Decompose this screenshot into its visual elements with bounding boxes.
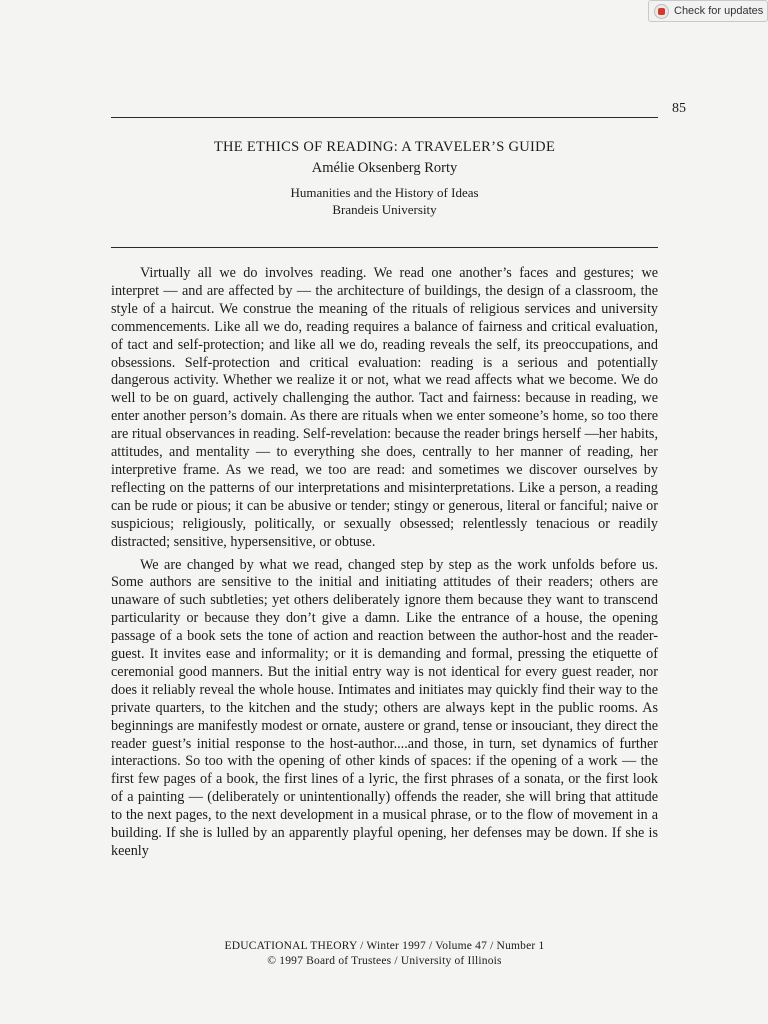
journal-citation: EDUCATIONAL THEORY / Winter 1997 / Volume 47 / Number 1	[224, 940, 545, 952]
check-updates-icon	[654, 4, 669, 19]
affiliation-university: Brandeis University	[332, 202, 437, 217]
top-rule	[111, 117, 658, 118]
article-author: Amélie Oksenberg Rorty	[311, 160, 458, 176]
body-paragraph: We are changed by what we read, changed step by step as the work unfolds before us. Some authors are sensitive to the initial and initiating attitudes of their readers; others are unaware of such subtleties; yet others deliberately ignore them because they want to transcend particularity or because they don’t give a damn. Like the entrance of a house, the opening passage of a book sets the tone of action and reaction between the author-host and the reader-guest. It invites ease and informality; or it is demanding and formal, pressing the etiquette of ceremonial good manners. But the initial entry way is not identical for every guest reader, nor does it reliably reveal the whole house. Intimates and initiates may quickly find their way to the private quarters, to the kitchen and the study; others are always kept in the public rooms. As beginnings are manifestly modest or ornate, austere or grand, tense or insouciant, they direct the reader guest’s initial response to the host-author....and those, in turn, set dynamics of further interactions. So too with the opening of other kinds of spaces: if the opening of a work — the first few pages of a book, the first lines of a lyric, the first phrases of a sonata, or the first look of a painting — (deliberately or unintentionally) offends the reader, she will bring that attitude to the next pages, to the next development in a musical phrase, or to the flow of movement in a building. If she is lulled by an apparently playful opening, her defenses may be down. If she is keenly	[111, 556, 658, 859]
page-number: 85	[672, 101, 686, 116]
check-for-updates-label: Check for updates	[674, 5, 764, 17]
affiliation	[111, 184, 658, 218]
check-for-updates-button[interactable]	[648, 0, 768, 22]
affiliation-department: Humanities and the History of Ideas	[290, 185, 479, 200]
article-body	[111, 265, 658, 861]
body-paragraph: Virtually all we do involves reading. We read one another’s faces and gestures; we interpret — and are affected by — the architecture of buildings, the design of a classroom, the style of a haircut. We construe the meaning of the rituals of religious services and university commencements. Like all we do, reading requires a balance of fairness and critical evaluation, of tact and self-protection; and like all we do, reading reveals the self, its preoccupations, and obsessions. Self-protection and critical evaluation: reading is a serious and potentially dangerous activity. Whether we realize it or not, what we read affects what we become. We do well to be on guard, actively challenging the author. Tact and fairness: because in reading, we enter another person’s domain. As there are rituals when we enter someone’s home, so too there are ritual observances in reading. Self-revelation: because the reader brings herself —her habits, attitudes, and mentality — to everything she does, centrally to her manner of reading, her interpretive frame. As we read, we too are read: and sometimes we discover ourselves by reflecting on the patterns of our interpretations and misinterpretations. Like a person, a reading can be rude or pious; it can be abusive or tender; stingy or generous, literal or fanciful; naive or suspicious; religiously, politically, or sexually obsessed; relentlessly tenacious or readily distracted; sensitive, hypersensitive, or obtuse.	[111, 265, 658, 550]
article-heading	[111, 136, 658, 218]
journal-footer	[111, 939, 658, 969]
heading-rule	[111, 247, 658, 248]
article-title: THE ETHICS OF READING: A TRAVELER’S GUIDE	[213, 139, 556, 155]
copyright-line: © 1997 Board of Trustees / University of Illinois	[267, 955, 502, 967]
